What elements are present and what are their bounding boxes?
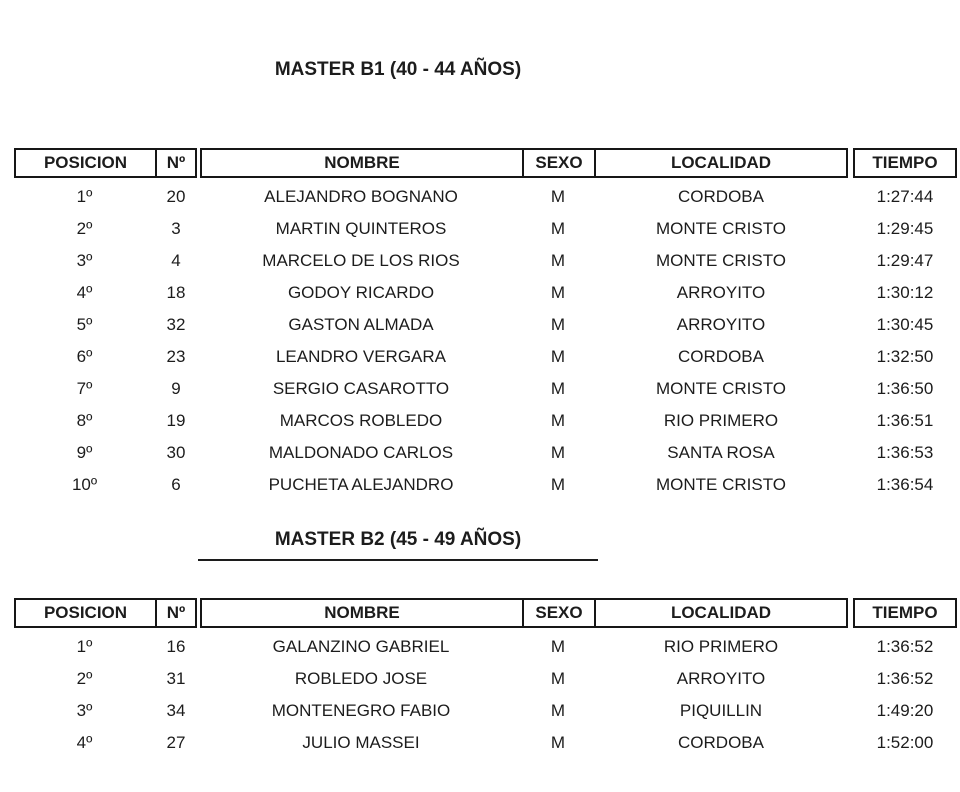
cell-tiempo: 1:36:52 xyxy=(876,669,934,688)
cell-sexo: M xyxy=(550,315,566,334)
cell-tiempo: 1:30:45 xyxy=(876,315,934,334)
cell-tiempo: 1:49:20 xyxy=(876,701,934,720)
cell-nombre: ROBLEDO JOSE xyxy=(294,669,428,688)
cell-localidad: MONTE CRISTO xyxy=(655,475,787,494)
cell-localidad: SANTA ROSA xyxy=(667,443,775,462)
cell-tiempo: 1:36:52 xyxy=(876,637,934,656)
table-header-row-b1 xyxy=(14,148,957,178)
table-row xyxy=(14,727,957,759)
table-row xyxy=(14,695,957,727)
table-body-b2 xyxy=(14,631,957,759)
cell-posicion: 5º xyxy=(76,315,93,334)
table-body-b1 xyxy=(14,181,957,501)
cell-localidad: MONTE CRISTO xyxy=(655,379,787,398)
cell-nombre: MARCELO DE LOS RIOS xyxy=(262,251,460,270)
cell-localidad: RIO PRIMERO xyxy=(663,637,779,656)
cell-posicion: 8º xyxy=(76,411,93,430)
cell-posicion: 1º xyxy=(76,187,93,206)
cell-tiempo: 1:32:50 xyxy=(876,347,934,366)
cell-nombre: LEANDRO VERGARA xyxy=(275,347,447,366)
cell-posicion: 4º xyxy=(76,283,93,302)
cell-localidad: MONTE CRISTO xyxy=(655,251,787,270)
header-tiempo: TIEMPO xyxy=(872,603,938,622)
cell-nombre: GALANZINO GABRIEL xyxy=(272,637,450,656)
cell-numero: 34 xyxy=(166,701,186,720)
cell-nombre: PUCHETA ALEJANDRO xyxy=(268,475,454,494)
cell-nombre: MARCOS ROBLEDO xyxy=(279,411,443,430)
cell-numero: 27 xyxy=(166,733,186,752)
cell-localidad: ARROYITO xyxy=(676,315,766,334)
cell-nombre: MALDONADO CARLOS xyxy=(268,443,454,462)
cell-localidad: CORDOBA xyxy=(678,187,764,206)
cell-tiempo: 1:27:44 xyxy=(876,187,934,206)
cell-localidad: CORDOBA xyxy=(678,347,764,366)
header-numero: Nº xyxy=(155,600,195,626)
table-row xyxy=(14,437,957,469)
cell-tiempo: 1:29:45 xyxy=(876,219,934,238)
cell-nombre: JULIO MASSEI xyxy=(302,733,420,752)
header-numero: Nº xyxy=(155,150,195,176)
table-row xyxy=(14,245,957,277)
cell-tiempo: 1:52:00 xyxy=(876,733,934,752)
header-tiempo: TIEMPO xyxy=(872,153,938,172)
cell-tiempo: 1:36:53 xyxy=(876,443,934,462)
cell-localidad: ARROYITO xyxy=(676,283,766,302)
cell-posicion: 9º xyxy=(76,443,93,462)
cell-tiempo: 1:30:12 xyxy=(876,283,934,302)
header-group-posicion-numero xyxy=(14,148,197,178)
cell-numero: 31 xyxy=(166,669,186,688)
table-row xyxy=(14,277,957,309)
table-row xyxy=(14,663,957,695)
table-row xyxy=(14,341,957,373)
cell-numero: 16 xyxy=(166,637,186,656)
cell-sexo: M xyxy=(550,733,566,752)
header-posicion: POSICION xyxy=(43,603,128,622)
header-nombre: NOMBRE xyxy=(324,153,400,172)
cell-sexo: M xyxy=(550,187,566,206)
cell-sexo: M xyxy=(550,637,566,656)
cell-sexo: M xyxy=(550,251,566,270)
table-row xyxy=(14,405,957,437)
cell-localidad: RIO PRIMERO xyxy=(663,411,779,430)
cell-posicion: 10º xyxy=(71,475,98,494)
header-group-tiempo xyxy=(853,598,957,628)
header-sexo: SEXO xyxy=(522,150,594,176)
cell-sexo: M xyxy=(550,475,566,494)
section-title-master-b1: MASTER B1 (40 - 44 AÑOS) xyxy=(274,59,522,80)
table-row xyxy=(14,373,957,405)
cell-nombre: ALEJANDRO BOGNANO xyxy=(264,187,458,206)
cell-numero: 18 xyxy=(166,283,186,302)
cell-numero: 20 xyxy=(166,187,186,206)
header-posicion: POSICION xyxy=(43,153,128,172)
cell-numero: 32 xyxy=(166,315,186,334)
table-row xyxy=(14,181,957,213)
cell-localidad: ARROYITO xyxy=(676,669,766,688)
table-row xyxy=(14,631,957,663)
cell-numero: 6 xyxy=(171,475,181,494)
cell-numero: 3 xyxy=(171,219,181,238)
section-title-master-b2: MASTER B2 (45 - 49 AÑOS) xyxy=(198,528,598,561)
cell-posicion: 1º xyxy=(76,637,93,656)
header-localidad: LOCALIDAD xyxy=(594,150,846,176)
table-row xyxy=(14,469,957,501)
cell-sexo: M xyxy=(550,411,566,430)
table-row xyxy=(14,213,957,245)
header-localidad: LOCALIDAD xyxy=(594,600,846,626)
header-group-posicion-numero xyxy=(14,598,197,628)
cell-localidad: PIQUILLIN xyxy=(679,701,763,720)
cell-nombre: MONTENEGRO FABIO xyxy=(271,701,451,720)
cell-posicion: 2º xyxy=(76,669,93,688)
cell-posicion: 3º xyxy=(76,701,93,720)
cell-posicion: 3º xyxy=(76,251,93,270)
table-header-row-b2 xyxy=(14,598,957,628)
cell-nombre: SERGIO CASAROTTO xyxy=(272,379,450,398)
cell-posicion: 2º xyxy=(76,219,93,238)
cell-tiempo: 1:29:47 xyxy=(876,251,934,270)
cell-sexo: M xyxy=(550,379,566,398)
cell-localidad: CORDOBA xyxy=(678,733,764,752)
cell-nombre: MARTIN QUINTEROS xyxy=(275,219,447,238)
cell-numero: 23 xyxy=(166,347,186,366)
cell-nombre: GASTON ALMADA xyxy=(288,315,434,334)
cell-numero: 19 xyxy=(166,411,186,430)
header-sexo: SEXO xyxy=(522,600,594,626)
header-nombre: NOMBRE xyxy=(324,603,400,622)
cell-sexo: M xyxy=(550,347,566,366)
cell-posicion: 6º xyxy=(76,347,93,366)
cell-sexo: M xyxy=(550,443,566,462)
cell-tiempo: 1:36:50 xyxy=(876,379,934,398)
cell-sexo: M xyxy=(550,669,566,688)
header-group-tiempo xyxy=(853,148,957,178)
header-group-nombre-sexo-localidad xyxy=(200,148,848,178)
cell-posicion: 7º xyxy=(76,379,93,398)
cell-numero: 9 xyxy=(171,379,181,398)
cell-localidad: MONTE CRISTO xyxy=(655,219,787,238)
cell-numero: 4 xyxy=(171,251,181,270)
cell-nombre: GODOY RICARDO xyxy=(287,283,435,302)
cell-sexo: M xyxy=(550,701,566,720)
cell-numero: 30 xyxy=(166,443,186,462)
cell-posicion: 4º xyxy=(76,733,93,752)
cell-sexo: M xyxy=(550,283,566,302)
table-row xyxy=(14,309,957,341)
header-group-nombre-sexo-localidad xyxy=(200,598,848,628)
cell-sexo: M xyxy=(550,219,566,238)
cell-tiempo: 1:36:54 xyxy=(876,475,934,494)
cell-tiempo: 1:36:51 xyxy=(876,411,934,430)
